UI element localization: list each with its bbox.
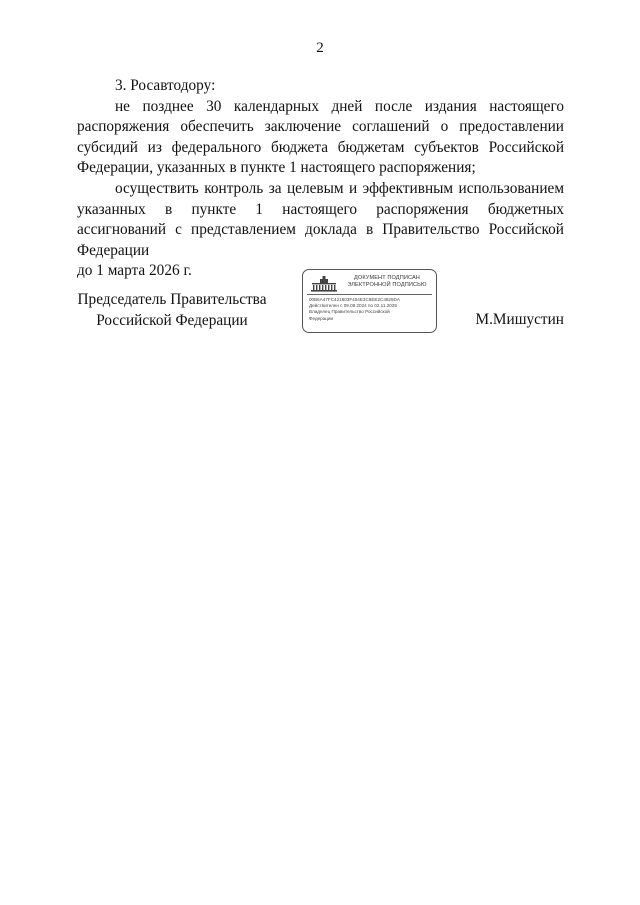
paragraph-item-3-heading: 3. Росавтодору:: [115, 77, 216, 94]
document-body: [77, 76, 564, 282]
stamp-certificate: 00B6A47FC421603F404E3C6EE2C4825DA: [309, 297, 400, 302]
paragraph-control: осуществить контроль за целевым и эффективным использованием указанных в пункте 1 настоящего распоряжения бюджетных ассигнований с представлением доклада в Правительство Российской Федерации: [77, 179, 564, 259]
paragraph-agreements: не позднее 30 календарных дней после издания настоящего распоряжения обеспечить заключение соглашений о предоставлении субсидий из федерального бюджета бюджетам субъектов Российской Федерации, указанных в пункте 1 настоящего распоряжения;: [77, 97, 564, 177]
stamp-owner-line2: Федерации: [309, 315, 334, 321]
electronic-signature-stamp: [302, 269, 437, 333]
stamp-owner-line1: Владелец Правительство Российской: [309, 309, 390, 315]
page-number: 2: [316, 40, 324, 56]
stamp-title-line2: ЭЛЕКТРОННОЙ ПОДПИСЬЮ: [347, 282, 427, 288]
signatory-position-line2: Российской Федерации: [96, 311, 248, 329]
signatory-position-line1: Председатель Правительства: [77, 291, 267, 308]
signatory-position: [77, 290, 267, 331]
stamp-title: [339, 275, 435, 289]
stamp-title-line1: ДОКУМЕНТ ПОДПИСАН: [354, 275, 420, 281]
stamp-details: [309, 297, 433, 322]
government-building-icon: [309, 275, 339, 293]
signer-name: М.Мишустин: [475, 311, 564, 328]
stamp-validity: Действителен с 09.08.2024 по 02.11.2025: [309, 303, 397, 309]
stamp-divider: [307, 294, 432, 295]
paragraph-deadline: до 1 марта 2026 г.: [77, 262, 192, 280]
